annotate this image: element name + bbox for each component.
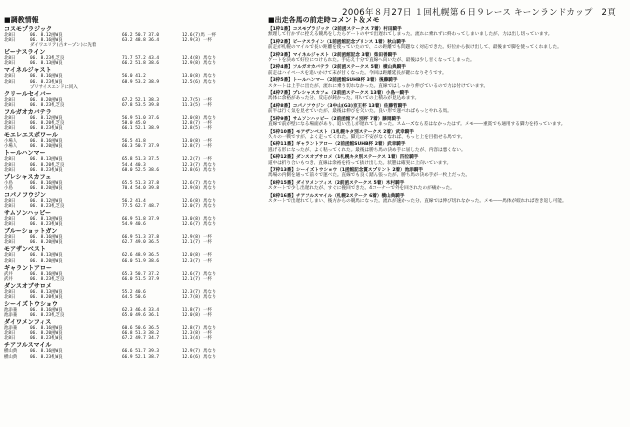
training-course: 06. 8.16函W良 <box>30 38 63 44</box>
training-row <box>4 240 262 245</box>
horse-training-block <box>4 192 262 209</box>
comment-body: 馬体に余裕があった分、反応が鈍かった。叩いての上積みが見込めます。 <box>268 96 420 102</box>
training-course: 06. 8.13函W良 <box>30 217 63 223</box>
training-ext: 11.8(7) 一杯 <box>182 308 212 313</box>
comment-title: 【2枠3番】マイネルジャスト（2前函館記念 3着）柴田善騎手 <box>268 52 397 58</box>
training-ext <box>182 43 262 48</box>
training-date: 北8日 <box>4 253 16 259</box>
horse-training-list <box>4 26 262 360</box>
comment-body: 前半は行く気を見せていたが、最後は伸びを欠いた。良い形で運べればもっとやれる馬。 <box>268 109 452 115</box>
training-date: 北8日 <box>4 331 16 337</box>
training-times: 66.1 52.1 38.9 <box>122 126 160 132</box>
horse-training-block <box>4 210 262 227</box>
training-date: 北8日 <box>4 203 16 209</box>
training-course: 06. 8.16函W良 <box>30 139 63 145</box>
training-date: 北8日 <box>4 289 16 295</box>
training-date: 北8日 <box>4 33 16 38</box>
horse-name: サムソンハッピー <box>4 210 52 218</box>
training-date: 北8日 <box>4 240 16 246</box>
training-times: 63.2 48.8 36.4 <box>122 38 160 44</box>
comment-title: 【3枠5番】トールハンマー（2前函館SUHB杯 3着）後藤騎手 <box>268 78 398 84</box>
training-ext: 12.3(7) 一杯 <box>182 258 212 264</box>
training-course: 06. 8.20函W良 <box>30 97 63 103</box>
horse-training-block <box>4 174 262 191</box>
training-row <box>4 126 262 131</box>
training-course: 06. 8.20札W良 <box>30 294 63 300</box>
training-course: 06. 8.12函W良 <box>30 33 63 38</box>
comment-body: スタートは上手に出たが、流れに乗り切れなかった。直線ではしっかり伸びているので力は付けています。 <box>268 83 489 89</box>
training-ext: 12.1(7) 一杯 <box>182 276 212 282</box>
training-times <box>122 43 182 48</box>
horse-name: モアザンベスト <box>4 246 46 254</box>
training-times: 58.0 45.0 <box>122 121 146 127</box>
training-date: 北8日 <box>4 74 16 80</box>
training-date: 池添兼 <box>4 308 18 313</box>
training-ext: 12.0(7) 馬なり <box>182 203 217 209</box>
training-ext: 12.8(7) 馬なり <box>182 326 217 332</box>
training-section-title: ■調教情報 <box>4 16 39 24</box>
horse-name: モエレエスポワール <box>4 132 58 140</box>
training-row <box>4 259 262 264</box>
training-ext: 12.0(8) 馬なり <box>182 115 217 121</box>
training-date: 北8日 <box>4 217 16 223</box>
training-date: 北8日 <box>4 115 16 121</box>
comment-block <box>268 78 625 89</box>
training-row <box>4 103 262 108</box>
horse-name: コスモプラジック <box>4 26 53 33</box>
training-course: 06. 8.16函W良 <box>30 235 63 241</box>
training-times: 70.4 54.0 39.8 <box>122 185 160 191</box>
horse-training-block <box>4 109 262 131</box>
training-ext: 12.9(8) 馬なり <box>182 185 217 191</box>
training-date: 池添兼 <box>4 313 18 319</box>
training-ext: 12.3(7) 馬なり <box>182 162 217 168</box>
comment-title: 【4枠8番】コパノフウジン（3中山(G3)京王杯 13着）佐藤哲騎手 <box>268 103 407 109</box>
training-row <box>4 295 262 300</box>
training-row <box>4 222 262 227</box>
comment-title: 【6枠11番】ギャラントアロー（2前函館SUHB杯 2着）武幸騎手 <box>268 142 406 148</box>
training-course: プリサイスエンドに同入 <box>30 84 78 90</box>
horse-name: チアフルスマイル <box>4 342 52 350</box>
comment-block <box>268 194 625 205</box>
comment-block <box>268 181 625 192</box>
horse-training-block <box>4 246 262 263</box>
training-times: 65.8 51.3 37.5 <box>122 157 160 163</box>
training-ext: 12.8(7) 一杯 <box>182 121 212 127</box>
horse-training-block <box>4 283 262 300</box>
training-row <box>4 168 262 173</box>
training-row <box>4 277 262 282</box>
comment-body: スタートで出遅れてしまい、後方からの競馬になった。流れが速かった分、直線では伸び切れなかった。メモ――馬体が絞れれば巻き返し可能。 <box>268 198 567 204</box>
training-times: 65.3 50.7 37.2 <box>122 271 160 277</box>
training-ext: 12.9(7) 馬なり <box>182 349 217 355</box>
training-course: 06. 8.23札W良 <box>30 79 63 85</box>
training-row <box>4 43 262 48</box>
comment-title: 【1枠2番】ビーナスライン（1前函館記念プリンス 1着）秋山騎手 <box>268 39 406 45</box>
comment-body: 直線で前が壁になる場面があり、追い出しが遅れてしまった。スムーズなら差はなかったはず。メモ――重賞でも通用する脚力を持っています。 <box>268 122 566 128</box>
training-course: 06. 8.13函W良 <box>30 289 63 295</box>
horse-training-block <box>4 26 262 48</box>
training-times: 68.9 53.2 38.9 <box>122 79 160 85</box>
training-course: 06. 8.13函W良 <box>30 157 63 163</box>
horse-name: トールハンマー <box>4 150 46 158</box>
training-ext: 12.3(8) 一杯 <box>182 331 212 337</box>
training-row <box>4 336 262 341</box>
training-date: 武井 <box>4 271 13 277</box>
training-course: 06. 8.23札W良 <box>30 167 63 173</box>
training-date: 小島 <box>4 185 13 191</box>
horse-training-block <box>4 319 262 341</box>
training-course: 06. 8.23札芝良 <box>30 203 65 209</box>
training-date: 小場人 <box>4 144 18 150</box>
training-course: 06. 8.20函W良 <box>30 240 63 246</box>
comment-body: 逃げる形になったが、よく粘ってくれた。最後は勝ち馬の決め手に屈したが、内容は悪くない。 <box>268 147 466 153</box>
training-course: 06. 8.12函W良 <box>30 198 63 204</box>
horse-name: ビーナスライン <box>4 49 46 57</box>
training-ext: 13.0(8) 一杯 <box>182 139 212 145</box>
comment-title: 【2枠4番】フルガオカバテラ（2前函ステークス 5着）横山典騎手 <box>268 65 406 71</box>
training-date: 武井 <box>4 276 13 282</box>
comment-block <box>268 27 625 38</box>
horse-training-block <box>4 228 262 245</box>
comment-title: 【6枠12番】ダンスオブサロメ（1札幌キタ別ステークス 1着）四位騎手 <box>268 155 419 161</box>
training-times: 66.9 51.3 37.8 <box>122 235 160 241</box>
training-ext: 12.0(8) 一杯 <box>182 253 212 259</box>
comment-title: 【8枠15番】ダイワメンフィス（2前函ステークス 5着）木村騎手 <box>268 180 405 186</box>
training-date: 北8日 <box>4 167 16 173</box>
horse-training-block <box>4 49 262 66</box>
training-date: 北8日 <box>4 157 16 163</box>
training-date: 北8日 <box>4 222 16 228</box>
horse-training-block <box>4 67 262 89</box>
training-date: 横山典 <box>4 349 18 355</box>
training-date: 北8日 <box>4 61 16 67</box>
horse-name: シーイズトウショウ <box>4 301 58 308</box>
horse-name: ギャラントアロー <box>4 264 52 272</box>
training-times: 65.5 51.3 37.8 <box>122 180 160 186</box>
training-times: 66.2 50.7 37.0 <box>122 33 160 38</box>
training-course: 06. 8.16函W良 <box>30 180 63 186</box>
training-row <box>4 355 262 360</box>
comment-body: 道中は折り合いもつき、直線は余裕を持って抜け出した。状態は確実に上向いています。 <box>268 160 452 166</box>
training-date: 小島 <box>4 180 13 186</box>
training-times: 62.3 46.4 33.4 <box>122 308 160 313</box>
training-times: 62.7 49.0 36.5 <box>122 240 160 246</box>
training-times: 65.0 49.6 36.1 <box>122 313 160 319</box>
training-ext: 12.3(7) 馬なり <box>182 289 217 295</box>
training-times: 64.5 50.6 <box>122 294 146 300</box>
training-ext: 12.6(7) 馬なり <box>182 180 217 186</box>
training-times: 68.0 52.5 38.6 <box>122 167 160 173</box>
training-course: 06. 8.20札芝良 <box>30 162 65 168</box>
horse-name: コパノフウジン <box>4 191 46 199</box>
training-ext: 13.0(8) 馬なり <box>182 74 217 80</box>
training-course: 06. 8.20函W良 <box>30 258 63 264</box>
training-times: 67.2 52.1 38.3 <box>122 97 160 103</box>
horse-name: プレシャスカフェ <box>4 173 52 181</box>
training-date: 北8日 <box>4 79 16 85</box>
training-times: 66.3 50.7 37.9 <box>122 144 160 150</box>
training-ext: 13.0(8) 馬なり <box>182 217 217 223</box>
training-course: 06. 8.13函W良 <box>30 253 63 259</box>
training-ext: 12.7(5) 一杯 <box>182 97 212 103</box>
training-course: 06. 8.16函W良 <box>30 326 63 332</box>
training-date: 北8日 <box>4 38 16 44</box>
horse-name: ブルーショットガン <box>4 228 58 236</box>
page-header: 2006年８月27日 １回札幌第６日９レース キーンランドカップ 2頁 <box>342 8 616 18</box>
training-times: 66.2 51.8 38.6 <box>122 61 160 67</box>
training-row <box>4 85 262 90</box>
training-date: 北8日 <box>4 336 16 342</box>
comment-block <box>268 117 625 128</box>
horse-name: ダイワメンフィス <box>4 319 52 327</box>
horse-training-block <box>4 91 262 108</box>
training-times: 56.0 41.2 <box>122 74 146 80</box>
training-course: 06. 8.23札W良 <box>30 126 63 132</box>
training-times: 66.9 51.8 37.9 <box>122 217 160 223</box>
comment-block <box>268 104 625 115</box>
horse-training-block <box>4 301 262 318</box>
comment-body: ゲートを決めて好位につけられた。手応え十分で直線へ向いたが、最後は少し甘くなってしまった。 <box>268 58 475 64</box>
training-ext: 12.6(7)馬 一杯 <box>182 33 217 38</box>
training-course: 06. 8.23札W良 <box>30 336 63 342</box>
horse-training-block <box>4 132 262 149</box>
training-date: 池添兼 <box>4 326 18 332</box>
training-times: 54.9 40.6 <box>122 222 146 228</box>
comment-block <box>268 40 625 51</box>
training-row <box>4 313 262 318</box>
training-course: 06. 8.20函W良 <box>30 331 63 337</box>
training-info-column <box>4 16 262 423</box>
training-times: 66.0 51.5 37.9 <box>122 276 160 282</box>
training-course: 06. 8.23札芝良 <box>30 276 65 282</box>
training-ext: 12.5(6) 馬なり <box>182 79 217 85</box>
comment-title: 【5枠9番】サムソンハッピー（2前函館アイ別杯 7着）藤岡騎手 <box>268 116 401 122</box>
training-times: 66.8 51.3 38.2 <box>122 331 160 337</box>
training-ext: 12.9(8) 馬なり <box>182 61 217 67</box>
comment-title: 【1枠1番】コスモプラジック（2前函ステークス 7着）村田騎手 <box>268 27 402 32</box>
training-times: 71.7 57.2 43.4 <box>122 56 160 62</box>
comment-body: 前走はハイペースを追いかけて末が甘くなった。今回は距離延長が鍵になりそうです。 <box>268 70 447 76</box>
horse-training-block <box>4 150 262 172</box>
training-ext: 12.8(6) 馬なり <box>182 167 217 173</box>
training-times: 77.5 62.7 48.7 <box>122 203 160 209</box>
training-ext: 12.6(7) 馬なり <box>182 222 217 228</box>
training-date: 北8日 <box>4 162 16 168</box>
training-times: 66.9 52.1 38.7 <box>122 354 160 360</box>
horse-training-block <box>4 342 262 359</box>
training-date: 小場人 <box>4 139 18 145</box>
training-row <box>4 186 262 191</box>
training-ext: 12.6(6) 馬なり <box>182 354 217 360</box>
training-times: 60.6 50.6 36.5 <box>122 326 160 332</box>
training-date: 横山典 <box>4 354 18 360</box>
training-times: 55.2 40.6 <box>122 289 146 295</box>
comment-block <box>268 53 625 64</box>
training-course: 06. 8.16函W良 <box>30 308 63 313</box>
training-course: 06. 8.23札W良 <box>30 222 63 228</box>
training-times: 56.5 41.8 <box>122 139 146 145</box>
training-times: 67.2 49.7 34.7 <box>122 336 160 342</box>
comment-title: 【7枠13番】シーイズトウショウ（1函館記念賞スプリント 2着）池添騎手 <box>268 167 424 173</box>
training-ext: 12.6(7) 馬なり <box>182 271 217 277</box>
training-ext: 12.7(8) 馬なり <box>182 294 217 300</box>
training-date: 北8日 <box>4 198 16 204</box>
comment-block <box>268 130 625 141</box>
training-times: 66.0 51.9 38.6 <box>122 258 160 264</box>
training-row <box>4 204 262 209</box>
horse-training-block <box>4 265 262 282</box>
training-times: 56.2 41.4 <box>122 198 146 204</box>
training-course: 06. 8.20函W良 <box>30 144 63 150</box>
training-date: 北8日 <box>4 294 16 300</box>
training-course: 06. 8.23札芝良 <box>30 102 65 108</box>
horse-name: ダンスオブサロメ <box>4 282 52 290</box>
training-course: 06. 8.20函W良 <box>30 185 63 191</box>
training-date <box>4 85 30 90</box>
comment-body: 前走が札幌のマイルで長い距離を使っていたので、この距離でも問題なく対応できた。好位から抜け出して、最後まで脚を使ってくれました。 <box>268 45 562 51</box>
training-ext <box>182 85 262 90</box>
training-ext: 12.8(7) 一杯 <box>182 144 212 150</box>
training-ext: 12.2(7) 一杯 <box>182 157 212 163</box>
training-row <box>4 144 262 149</box>
training-course: ダイワエリア(古オープン)に先着 <box>30 43 97 49</box>
comment-body: スタートで少し出遅れたが、すぐに挽回できた。4コーナーで外を回されたのが痛かった。 <box>268 186 455 192</box>
training-row <box>4 61 262 66</box>
comment-title: 【4枠7番】プレシャスカフェ（2前函ステークス 13着）小島一騎手 <box>268 91 409 97</box>
training-times: 67.8 53.5 39.8 <box>122 102 160 108</box>
comment-title: 【8枠16番】チアフルスマイル（札幌2ステーク 6着）横山典騎手 <box>268 193 405 199</box>
comment-list <box>268 27 625 204</box>
training-times: 62.6 48.9 36.5 <box>122 253 160 259</box>
training-course: 06. 8.13函W良 <box>30 61 63 67</box>
training-course: 06. 8.23札芝良 <box>30 313 65 319</box>
comment-body: 久々の一戦ですが、よく走ってくれた。脚元に不安がなくなれば、もっと上を目指せる馬です。 <box>268 134 466 140</box>
horse-name: クリールセイバー <box>4 90 52 98</box>
comments-section-title: ■出走各馬の前走時コメント＆メモ <box>268 16 380 24</box>
comment-block <box>268 168 625 179</box>
horse-name: マイネルジャスト <box>4 67 52 75</box>
comment-block <box>268 155 625 166</box>
training-ext: 12.0(8) 一杯 <box>182 313 212 319</box>
comment-title: 【5枠10番】モアザンベスト（1札幌キタ別ステークス 2着）武幸騎手 <box>268 129 414 135</box>
training-ext: 12.9(3) 一杯 <box>182 38 212 44</box>
training-course: 06. 8.20札芝良 <box>30 121 65 127</box>
comment-block <box>268 91 625 102</box>
comment-body: 馬場の内側を通って前々で運べた。直線でも良く踏ん張ったが、勝ち馬の決め手が一枚上だった。 <box>268 173 471 179</box>
training-ext: 11.3(4) 一杯 <box>182 336 212 342</box>
training-date: 北8日 <box>4 56 16 62</box>
training-course: 06. 8.16函W良 <box>30 74 63 80</box>
training-date: 北8日 <box>4 102 16 108</box>
training-times: 66.6 51.7 39.3 <box>122 349 160 355</box>
comment-block <box>268 65 625 76</box>
training-date: 北8日 <box>4 97 16 103</box>
training-course: 06. 8.23札芝良 <box>30 56 65 62</box>
training-course: 06. 8.16函W良 <box>30 271 63 277</box>
training-ext: 12.9(8) 一杯 <box>182 235 212 241</box>
training-ext: 12.1(7) 一杯 <box>182 240 212 246</box>
training-date: 北8日 <box>4 258 16 264</box>
training-ext: 12.8(5) 一杯 <box>182 126 212 132</box>
training-date <box>4 43 30 48</box>
comments-column <box>268 16 625 423</box>
training-course: 06. 8.12函W良 <box>30 115 63 121</box>
training-date: 北8日 <box>4 121 16 127</box>
training-ext: 12.6(8) 馬なり <box>182 198 217 204</box>
horse-name: フルガオカバテラ <box>4 108 52 116</box>
training-course: 06. 8.23札W良 <box>30 354 63 360</box>
comment-block <box>268 142 625 153</box>
training-ext: 11.3(5) 一杯 <box>182 102 212 108</box>
training-times: 54.4 40.3 <box>122 162 146 168</box>
training-course: 06. 8.16函W良 <box>30 349 63 355</box>
training-times <box>122 85 182 90</box>
training-date: 北8日 <box>4 126 16 132</box>
training-ext: 12.4(8) 馬なり <box>182 56 217 62</box>
comment-body: 無理して行かずに控える競馬をしたらゲートの中で出遅れてしまった。流れに乗れずに終わってしまいましたが、力は出し切っています。 <box>268 32 553 38</box>
training-times: 56.9 51.0 37.6 <box>122 115 160 121</box>
training-date: 北8日 <box>4 235 16 241</box>
